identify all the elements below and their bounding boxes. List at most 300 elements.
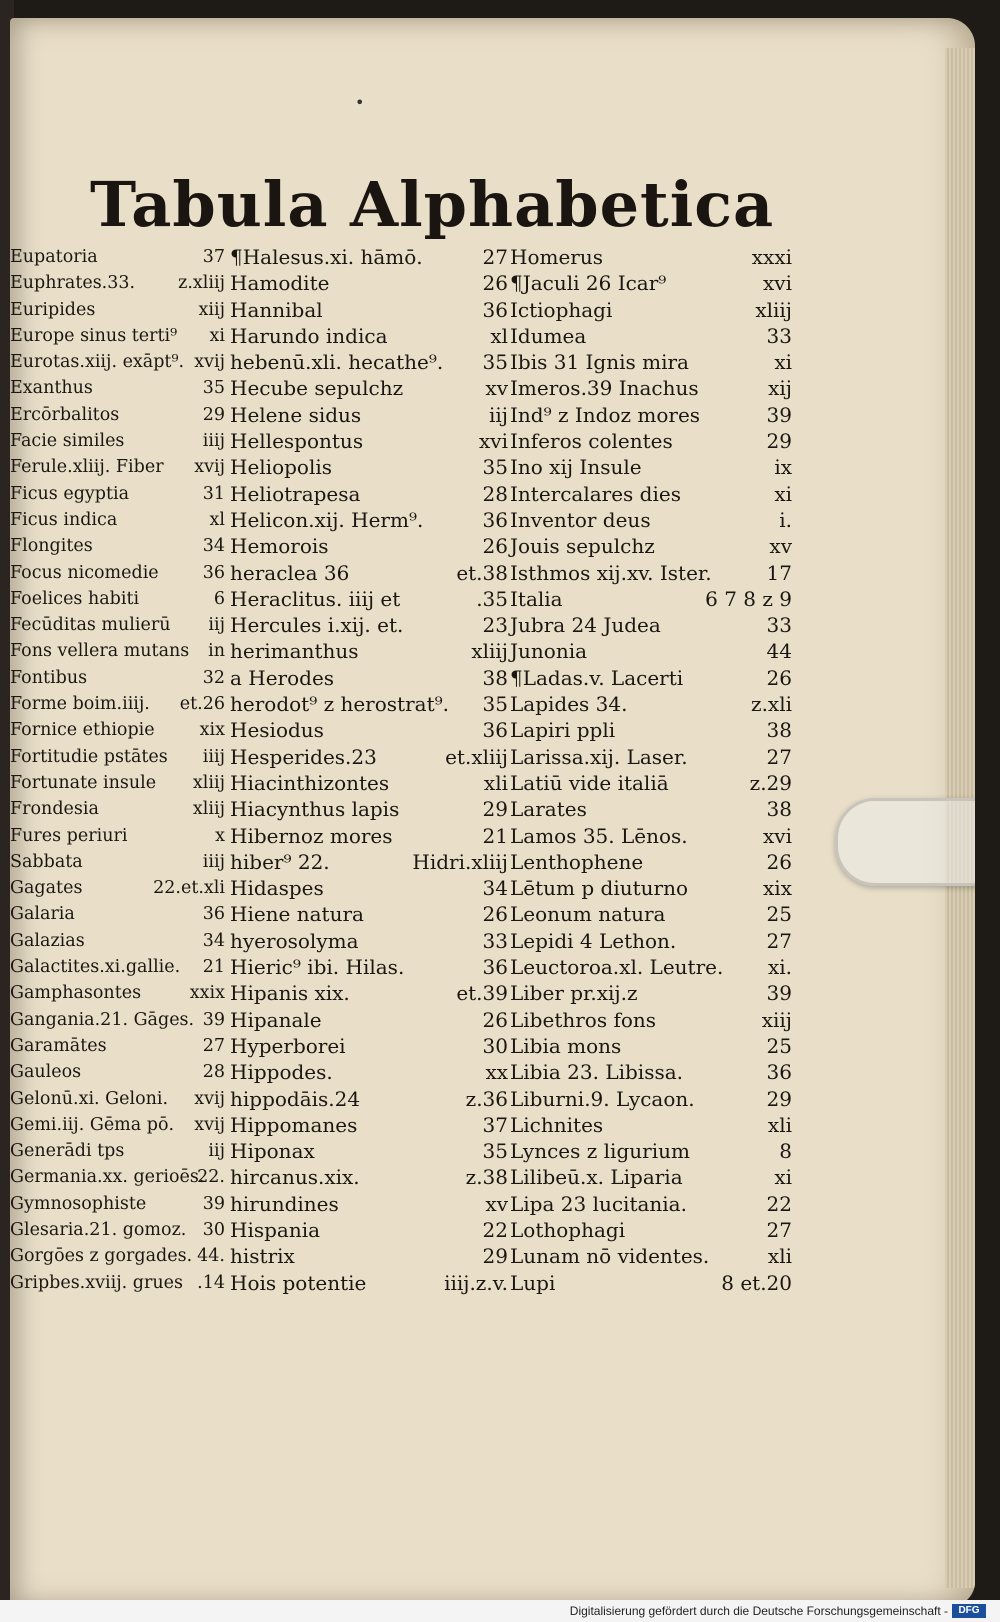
index-entry (230, 375, 508, 401)
index-entry (10, 796, 225, 822)
index-entry (10, 349, 225, 375)
index-entry (510, 928, 792, 954)
entry-reference: 21 (482, 823, 508, 848)
entry-term: Inventor deus (510, 507, 651, 532)
index-entry (10, 323, 225, 349)
index-entry (510, 849, 792, 875)
index-entry (510, 770, 792, 796)
entry-term: Ferule.xliij. Fiber (10, 457, 164, 478)
entry-term: Hieric⁹ ibi. Hilas. (230, 955, 405, 980)
index-entry (230, 323, 508, 349)
entry-term: Italia (510, 586, 563, 611)
entry-term: Jouis sepulchz (510, 534, 655, 559)
entry-reference: xxxi (751, 245, 792, 269)
entry-reference: 30 (482, 1033, 508, 1058)
entry-reference: 27 (766, 1217, 792, 1242)
footer-bar (0, 1600, 1000, 1622)
index-entry (230, 1243, 508, 1269)
entry-reference: 6 (213, 588, 225, 609)
entry-term: Heliotrapesa (230, 481, 361, 506)
entry-term: Latiū vide italiā (510, 770, 669, 795)
entry-reference: 30 (202, 1219, 225, 1240)
entry-term: Intercalares dies (510, 481, 681, 506)
entry-term: Lilibeū.x. Liparia (510, 1165, 683, 1190)
entry-reference: 32 (202, 667, 225, 688)
index-entry (230, 1112, 508, 1138)
entry-term: hebenū.xli. hecathe⁹. (230, 350, 444, 375)
entry-reference: 44. (197, 1246, 225, 1267)
entry-term: hiber⁹ 22. (230, 849, 330, 874)
index-entry (10, 954, 225, 980)
entry-reference: 17 (766, 560, 792, 585)
entry-term: Junonia (510, 639, 588, 664)
entry-reference: xliij (471, 639, 508, 664)
index-entry (510, 796, 792, 822)
entry-reference: iiij (202, 851, 225, 872)
entry-term: hippodāis.24 (230, 1086, 361, 1111)
entry-reference: 27 (766, 744, 792, 769)
index-entry (10, 717, 225, 743)
entry-term: Hyperborei (230, 1033, 346, 1058)
entry-term: herimanthus (230, 639, 359, 664)
index-entry (10, 454, 225, 480)
entry-reference: 27 (202, 1035, 225, 1056)
entry-reference: iiij (202, 431, 225, 452)
index-entry (10, 875, 225, 901)
entry-reference: 29 (482, 1244, 508, 1269)
index-entry (230, 297, 508, 323)
index-entry (230, 1217, 508, 1243)
entry-reference: 22. (197, 1167, 225, 1188)
entry-term: Jubra 24 Judea (510, 613, 661, 638)
entry-reference: xiij (198, 299, 225, 320)
entry-term: Foelices habiti (10, 588, 140, 609)
index-entry (230, 349, 508, 375)
entry-reference: 35 (482, 350, 508, 375)
index-entry (510, 1217, 792, 1243)
entry-term: a Herodes (230, 665, 335, 690)
index-entry (510, 1059, 792, 1085)
index-entry (230, 586, 508, 612)
entry-reference: i. (779, 507, 792, 532)
entry-term: Galaria (10, 904, 75, 925)
entry-term: Glesaria.21. gomoz. (10, 1219, 187, 1240)
index-column-2 (230, 244, 508, 1296)
index-entry (230, 849, 508, 875)
index-entry (230, 270, 508, 296)
entry-term: Fures periuri (10, 825, 128, 846)
entry-term: Hecube sepulchz (230, 376, 404, 401)
index-entry (510, 349, 792, 375)
entry-reference: xix (199, 720, 225, 741)
entry-term: Lepidi 4 Lethon. (510, 928, 677, 953)
entry-reference: z.36 (465, 1086, 508, 1111)
entry-term: Ercōrbalitos (10, 404, 120, 425)
entry-reference: 37 (202, 247, 225, 267)
entry-reference: 26 (766, 849, 792, 874)
index-entry (230, 717, 508, 743)
entry-reference: 25 (766, 902, 792, 927)
entry-reference: 39 (766, 402, 792, 427)
paper-clip (835, 798, 975, 886)
index-entry (10, 507, 225, 533)
entry-term: Hibernoz mores (230, 823, 393, 848)
index-entry (510, 375, 792, 401)
entry-reference: xvij (194, 352, 225, 373)
entry-term: Gangania.21. Gāges. (10, 1009, 195, 1030)
entry-term: Lynces z ligurium (510, 1139, 690, 1164)
entry-reference: iiij (202, 746, 225, 767)
entry-term: Frondesia (10, 799, 99, 820)
entry-reference: xv (485, 376, 508, 401)
index-entry (10, 1217, 225, 1243)
entry-reference: 8 et.20 (721, 1270, 792, 1295)
entry-term: Lupi (510, 1270, 556, 1295)
entry-term: Fornice ethiopie (10, 720, 155, 741)
index-entry (230, 691, 508, 717)
entry-reference: et.38 (456, 560, 508, 585)
index-entry (10, 980, 225, 1006)
index-entry (510, 875, 792, 901)
title-word-tabula: Tabula (90, 168, 329, 241)
entry-term: ¶Jaculi 26 Icar⁹ (510, 271, 667, 296)
entry-reference: xvi (763, 271, 792, 296)
entry-term: Lētum p diuturno (510, 876, 688, 901)
index-entry (10, 586, 225, 612)
entry-reference: iij (208, 1141, 225, 1162)
entry-term: Fortitudie pstātes (10, 746, 168, 767)
index-entry (230, 244, 508, 270)
entry-term: Gagates (10, 878, 83, 899)
index-entry (510, 1086, 792, 1112)
entry-reference: 39 (766, 981, 792, 1006)
entry-reference: 38 (766, 718, 792, 743)
entry-term: Hannibal (230, 297, 323, 322)
entry-reference: 35 (202, 378, 225, 399)
index-entry (230, 1164, 508, 1190)
index-entry (10, 849, 225, 875)
index-entry (10, 1164, 225, 1190)
entry-reference: 36 (482, 955, 508, 980)
index-entry (10, 270, 225, 296)
index-entry (510, 901, 792, 927)
index-entry (230, 1191, 508, 1217)
index-entry (230, 612, 508, 638)
index-entry (510, 717, 792, 743)
index-entry (230, 954, 508, 980)
entry-term: Hipanis xix. (230, 981, 350, 1006)
entry-reference: iiij.z.v. (444, 1270, 508, 1295)
entry-reference: et.26 (179, 694, 225, 715)
entry-term: Fons vellera mutans (10, 641, 190, 662)
entry-term: Libethros fons (510, 1007, 657, 1032)
entry-reference: xxix (189, 983, 225, 1004)
index-entry (510, 533, 792, 559)
entry-term: Fortunate insule (10, 772, 157, 793)
entry-term: Germania.xx. gerioēs. (10, 1167, 205, 1188)
entry-reference: 44 (766, 639, 792, 664)
entry-term: Ficus egyptia (10, 483, 130, 504)
entry-term: Idumea (510, 323, 587, 348)
entry-term: Libia mons (510, 1033, 622, 1058)
entry-reference: 34 (202, 930, 225, 951)
entry-reference: xv (485, 1191, 508, 1216)
entry-term: Exanthus (10, 378, 93, 399)
entry-term: Flongites (10, 536, 93, 557)
index-entry (10, 297, 225, 323)
entry-reference: 36 (766, 1060, 792, 1085)
entry-term: Lapiri ppli (510, 718, 616, 743)
index-entry (10, 928, 225, 954)
entry-term: Helicon.xij. Herm⁹. (230, 507, 424, 532)
entry-reference: et.xliij (445, 744, 508, 769)
index-entry (510, 428, 792, 454)
entry-term: hyerosolyma (230, 928, 359, 953)
index-entry (230, 980, 508, 1006)
entry-reference: 33 (482, 928, 508, 953)
index-entry (10, 1112, 225, 1138)
index-entry (510, 1243, 792, 1269)
entry-reference: xi (209, 325, 225, 346)
entry-reference: xliij (192, 799, 225, 820)
entry-reference: 21 (202, 957, 225, 978)
index-entry (230, 1138, 508, 1164)
entry-term: Hois potentie (230, 1270, 367, 1295)
entry-term: Gripbes.xviij. grues (10, 1272, 183, 1293)
entry-term: Eurotas.xiij. exāpt⁹. (10, 352, 185, 373)
entry-reference: 26 (482, 1007, 508, 1032)
index-entry (510, 1138, 792, 1164)
index-entry (510, 980, 792, 1006)
index-entry (230, 481, 508, 507)
entry-term: Liburni.9. Lycaon. (510, 1086, 695, 1111)
entry-reference: 38 (482, 665, 508, 690)
index-entry (230, 533, 508, 559)
entry-reference: z.xliij (178, 273, 225, 294)
book-page (10, 18, 975, 1606)
entry-term: Ictiophagi (510, 297, 613, 322)
entry-reference: 33 (766, 323, 792, 348)
entry-term: Fontibus (10, 667, 88, 688)
index-entry (10, 1270, 225, 1296)
index-entry (10, 638, 225, 664)
index-entry (510, 323, 792, 349)
entry-reference: z.38 (465, 1165, 508, 1190)
index-entry (230, 1086, 508, 1112)
entry-term: Ind⁹ z Indoz mores (510, 402, 701, 427)
entry-reference: 26 (482, 902, 508, 927)
index-entry (230, 638, 508, 664)
entry-term: Heliopolis (230, 455, 333, 480)
index-entry (510, 1112, 792, 1138)
entry-reference: xvij (194, 1114, 225, 1135)
entry-term: Hidaspes (230, 876, 324, 901)
entry-term: Hiene natura (230, 902, 364, 927)
entry-reference: z.29 (749, 770, 792, 795)
entry-reference: 29 (766, 1086, 792, 1111)
entry-reference: 33 (766, 613, 792, 638)
entry-term: Lapides 34. (510, 692, 628, 717)
entry-term: Gamphasontes (10, 983, 142, 1004)
entry-term: Leonum natura (510, 902, 666, 927)
entry-reference: xiij (761, 1007, 792, 1032)
index-entry (10, 691, 225, 717)
entry-term: Facie similes (10, 431, 125, 452)
entry-reference: 22.et.xli (153, 878, 225, 899)
index-entry (510, 481, 792, 507)
entry-reference: iij (489, 402, 508, 427)
entry-term: Hippodes. (230, 1060, 333, 1085)
index-column-3 (510, 244, 792, 1296)
entry-reference: .14 (197, 1272, 225, 1293)
entry-reference: ix (774, 455, 792, 480)
entry-term: Larissa.xij. Laser. (510, 744, 688, 769)
entry-term: Libia 23. Libissa. (510, 1060, 684, 1085)
index-entry (230, 454, 508, 480)
entry-reference: xvi (479, 429, 508, 454)
entry-term: Ibis 31 Ignis mira (510, 350, 689, 375)
index-entry (510, 586, 792, 612)
entry-reference: xliij (192, 772, 225, 793)
entry-term: Euripides (10, 299, 96, 320)
index-entry (510, 1164, 792, 1190)
entry-term: hirundines (230, 1191, 339, 1216)
entry-reference: z.xli (751, 692, 792, 717)
entry-reference: 31 (202, 483, 225, 504)
index-entry (510, 665, 792, 691)
index-entry (10, 1243, 225, 1269)
entry-reference: .35 (476, 586, 508, 611)
entry-term: Lothophagi (510, 1217, 626, 1242)
entry-reference: iij (208, 615, 225, 636)
index-entry (10, 665, 225, 691)
entry-term: Gemi.iij. Gēma pō. (10, 1114, 175, 1135)
entry-term: Gauleos (10, 1062, 82, 1083)
entry-reference: xij (768, 376, 792, 401)
top-mark: • (355, 93, 365, 112)
entry-reference: 29 (482, 797, 508, 822)
entry-term: Hercules i.xij. et. (230, 613, 404, 638)
entry-reference: 34 (482, 876, 508, 901)
entry-reference: 22 (482, 1217, 508, 1242)
entry-term: Lunam nō videntes. (510, 1244, 710, 1269)
entry-term: Euphrates.33. (10, 273, 136, 294)
entry-reference: 22 (766, 1191, 792, 1216)
entry-reference: 39 (202, 1193, 225, 1214)
entry-term: Forme boim.iiij. (10, 694, 150, 715)
entry-reference: xi (774, 481, 792, 506)
index-entry (230, 928, 508, 954)
index-entry (230, 875, 508, 901)
entry-term: Galactites.xi.gallie. (10, 957, 181, 978)
entry-term: histrix (230, 1244, 295, 1269)
index-entry (230, 560, 508, 586)
entry-reference: xv (769, 534, 792, 559)
index-entry (230, 1033, 508, 1059)
entry-reference: 26 (482, 534, 508, 559)
entry-reference: 35 (482, 455, 508, 480)
index-entry (230, 823, 508, 849)
index-entry (230, 1270, 508, 1296)
entry-reference: x (215, 825, 225, 846)
entry-term: Eupatoria (10, 247, 98, 267)
entry-term: Larates (510, 797, 587, 822)
entry-reference: xi (774, 1165, 792, 1190)
index-entry (10, 402, 225, 428)
index-entry (10, 1086, 225, 1112)
entry-reference: xli (767, 1112, 792, 1137)
entry-term: Ino xij Insule (510, 455, 642, 480)
entry-term: Harundo indica (230, 323, 388, 348)
entry-term: Hesperides.23 (230, 744, 377, 769)
index-entry (510, 638, 792, 664)
entry-term: Hamodite (230, 271, 330, 296)
index-column-1 (10, 244, 225, 1296)
index-entry (10, 744, 225, 770)
entry-term: Heraclitus. iiij et (230, 586, 401, 611)
entry-reference: xi. (767, 955, 792, 980)
index-entry (10, 560, 225, 586)
entry-reference: 28 (482, 481, 508, 506)
entry-reference: 35 (482, 1139, 508, 1164)
entry-reference: xix (763, 876, 792, 901)
index-entry (10, 1059, 225, 1085)
entry-reference: 26 (482, 271, 508, 296)
entry-term: Generādi tps (10, 1141, 125, 1162)
entry-term: Inferos colentes (510, 429, 673, 454)
index-entry (510, 244, 792, 270)
index-entry (10, 1191, 225, 1217)
entry-term: Hiacynthus lapis (230, 797, 400, 822)
entry-term: ¶Halesus.xi. hāmō. (230, 245, 423, 269)
index-entry (510, 402, 792, 428)
entry-reference: 28 (202, 1062, 225, 1083)
dfg-logo: DFG (952, 1604, 986, 1618)
entry-term: Leuctoroa.xl. Leutre. (510, 955, 724, 980)
index-entry (230, 402, 508, 428)
entry-reference: 25 (766, 1033, 792, 1058)
entry-term: Lipa 23 lucitania. (510, 1191, 687, 1216)
footer-text: Digitalisierung gefördert durch die Deutsche Forschungsgemeinschaft - (569, 1604, 948, 1618)
index-entry (10, 823, 225, 849)
index-entry (10, 375, 225, 401)
entry-reference: et.39 (456, 981, 508, 1006)
index-entry (510, 691, 792, 717)
index-entry (230, 428, 508, 454)
index-entry (230, 665, 508, 691)
entry-reference: xli (767, 1244, 792, 1269)
entry-term: Hispania (230, 1217, 321, 1242)
index-entry (510, 1191, 792, 1217)
entry-term: Hiacinthizontes (230, 770, 390, 795)
entry-reference: 8 (779, 1139, 792, 1164)
entry-term: Hipanale (230, 1007, 322, 1032)
index-entry (10, 1033, 225, 1059)
index-entry (510, 454, 792, 480)
index-entry (10, 1007, 225, 1033)
entry-reference: 35 (482, 692, 508, 717)
entry-term: Fecūditas mulierū (10, 615, 171, 636)
entry-reference: 23 (482, 613, 508, 638)
entry-term: Lenthophene (510, 849, 644, 874)
index-entry (10, 1138, 225, 1164)
index-entry (510, 560, 792, 586)
index-entry (230, 796, 508, 822)
entry-term: Hesiodus (230, 718, 324, 743)
entry-term: heraclea 36 (230, 560, 350, 585)
entry-term: Ficus indica (10, 509, 118, 530)
index-entry (510, 954, 792, 980)
